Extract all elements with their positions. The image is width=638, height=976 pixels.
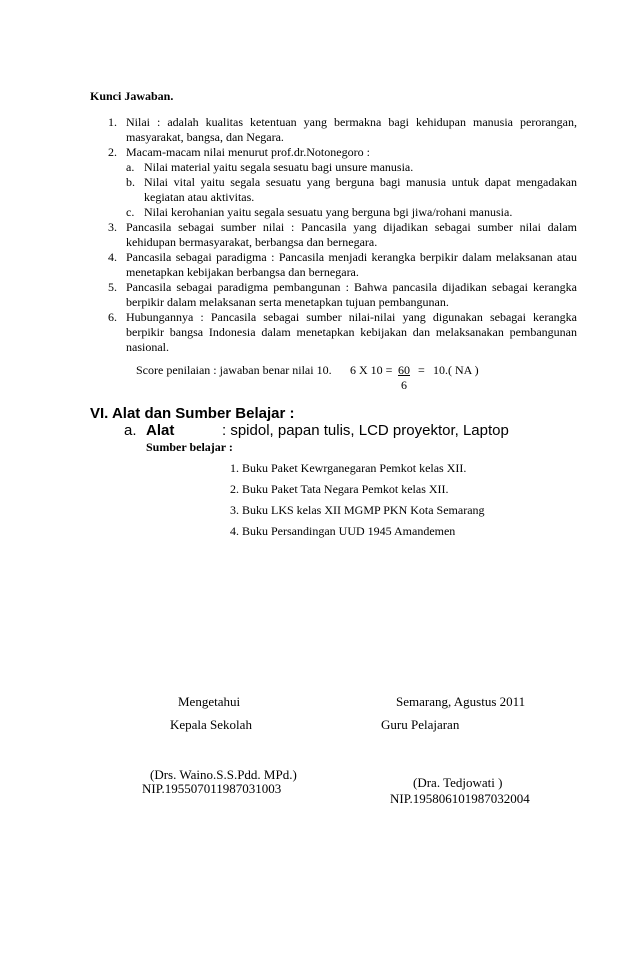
alat-marker: a. xyxy=(124,422,137,439)
answer-subitem-letter: c. xyxy=(126,205,135,219)
book-item-1: 1. Buku Paket Kewrganegaran Pemkot kelas XII. xyxy=(230,461,467,475)
alat-label: Alat xyxy=(146,422,175,439)
answer-item-number: 6. xyxy=(108,310,117,324)
answer-item-5 xyxy=(108,280,577,310)
sumber-belajar-label: Sumber belajar : xyxy=(146,440,233,454)
answer-subitem-a xyxy=(126,160,577,175)
answer-item-text: Hubungannya : Pancasila sebagai sumber nilai-nilai yang digunakan sebagai kerangka berpikir bangsa Indonesia dalam menetapkan kebijakan dan melaksanakan pembangunan nasional. xyxy=(126,310,577,354)
answer-item-2 xyxy=(108,145,577,160)
score-denominator: 6 xyxy=(401,378,407,392)
answer-item-text: Pancasila sebagai paradigma : Pancasila menjadi kerangka berpikir dalam melaksanan atau menetapkan kebijakan berbangsa dan bernegara. xyxy=(126,250,577,279)
signature-left-acknowledged: Mengetahui xyxy=(178,694,241,709)
signature-right-title: Guru Pelajaran xyxy=(381,717,460,732)
alat-value: : spidol, papan tulis, LCD proyektor, Laptop xyxy=(222,422,509,439)
answer-subitem-c xyxy=(126,205,577,220)
answer-item-number: 1. xyxy=(108,115,117,129)
book-item-4: 4. Buku Persandingan UUD 1945 Amandemen xyxy=(230,524,456,538)
signature-right-nip: NIP.195806101987032004 xyxy=(390,791,530,806)
answer-item-3 xyxy=(108,220,577,250)
answer-item-text: Pancasila sebagai sumber nilai : Pancasila yang dijadikan sebagai sumber nilai dalam kehidupan bermasyarakat, berbangsa dan bernegara. xyxy=(126,220,577,249)
answer-item-4 xyxy=(108,250,577,280)
score-label: Score penilaian : jawaban benar nilai 10. xyxy=(136,363,332,377)
answer-item-text: Pancasila sebagai paradigma pembangunan : Bahwa pancasila dijadikan sebagai kerangka berpikir dalam melaksanan serta menetapkan tujuan pembangunan. xyxy=(126,280,577,309)
answer-subitem-text: Nilai vital yaitu segala sesuatu yang berguna bagi manusia untuk dapat mengadakan kegiatan atau aktivitas. xyxy=(144,175,577,204)
answer-subitem-text: Nilai kerohanian yaitu segala sesuatu yang berguna bgi jiwa/rohani manusia. xyxy=(144,205,513,219)
score-result: 10.( NA ) xyxy=(433,363,479,377)
signature-right-place-date: Semarang, Agustus 2011 xyxy=(396,694,526,709)
score-equals: = xyxy=(418,363,425,377)
book-item-2: 2. Buku Paket Tata Negara Pemkot kelas XII. xyxy=(230,482,449,496)
answer-item-number: 4. xyxy=(108,250,117,264)
score-numerator: 60 xyxy=(398,363,410,377)
signature-left-nip: NIP.195507011987031003 xyxy=(142,781,282,796)
score-formula-left: 6 X 10 = xyxy=(350,363,393,377)
answer-item-text: Macam-macam nilai menurut prof.dr.Notonegoro : xyxy=(126,145,370,159)
answer-item-text: Nilai : adalah kualitas ketentuan yang bermakna bagi kehidupan manusia perorangan, masyarakat, bangsa, dan Negara. xyxy=(126,115,577,144)
signature-left-title: Kepala Sekolah xyxy=(170,717,252,732)
answer-key-heading: Kunci Jawaban. xyxy=(90,89,174,103)
signature-left-name: (Drs. Waino.S.S.Pdd. MPd.) xyxy=(150,767,297,782)
answer-item-1 xyxy=(108,115,577,145)
answer-subitem-letter: a. xyxy=(126,160,135,174)
answer-subitem-text: Nilai material yaitu segala sesuatu bagi unsure manusia. xyxy=(144,160,414,174)
answer-item-number: 5. xyxy=(108,280,117,294)
answer-item-number: 3. xyxy=(108,220,117,234)
answer-item-number: 2. xyxy=(108,145,117,159)
section-vi-heading: VI. Alat dan Sumber Belajar : xyxy=(90,405,295,422)
answer-item-6 xyxy=(108,310,577,355)
book-item-3: 3. Buku LKS kelas XII MGMP PKN Kota Semarang xyxy=(230,503,485,517)
signature-right-name: (Dra. Tedjowati ) xyxy=(413,775,503,790)
answer-subitem-b xyxy=(126,175,577,205)
answer-subitem-letter: b. xyxy=(126,175,135,189)
